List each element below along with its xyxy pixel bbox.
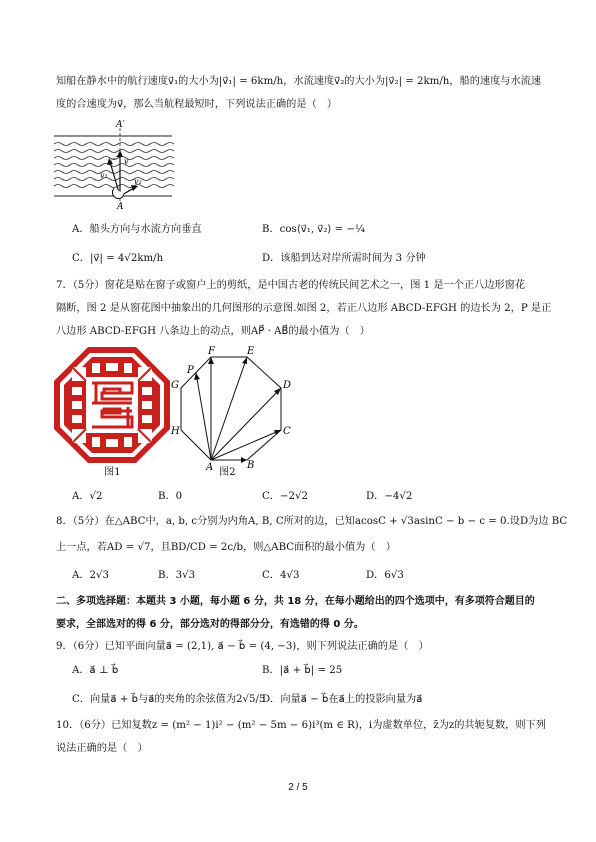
q6-option-b: B．cos⟨v⃗₁, v⃗₂⟩ = −¼ [262, 224, 365, 235]
q8-option-c: C．4√3 [262, 570, 300, 581]
section2-heading-line-2: 要求，全部选对的得 6 分，部分选对的得部分分，有选错的得 0 分。 [56, 619, 364, 630]
vertex-c: C [283, 426, 291, 437]
vertex-b: B [247, 460, 255, 471]
section2-heading-line-1: 二、多项选择题：本题共 3 小题，每小题 6 分，共 18 分，在每小题给出的四个选项中，有多项符合题目的 [56, 596, 535, 607]
window-flower-figure [50, 345, 174, 471]
page-number: 2 / 5 [288, 782, 308, 793]
q10-stem-line-2: 说法正确的是（ ） [56, 743, 148, 754]
q9-option-a: A．a⃗ ⊥ b⃗ [72, 665, 119, 676]
q7-option-d: D．−4√2 [366, 491, 413, 502]
river-label-v2: v₂ [134, 177, 142, 186]
q9-option-b: B．|a⃗ + b⃗| = 25 [262, 665, 343, 676]
point-p: P [187, 365, 194, 376]
river-label-v1: v₁ [100, 171, 108, 180]
octagon-figure [168, 342, 298, 472]
q6-option-c: C．|v⃗| = 4√2km/h [72, 253, 164, 264]
vertex-h: H [171, 426, 180, 437]
q6-option-d: D．该船到达对岸所需时间为 3 分钟 [262, 253, 426, 264]
vertex-e: E [247, 346, 255, 357]
q7-stem-line-1: 7．（5分）窗花是贴在窗子或窗户上的剪纸，是中国古老的传统民间艺术之一，图 1 是一个正八边形窗花 [56, 280, 526, 291]
river-label-v: v [124, 157, 129, 166]
fig1-caption: 图1 [104, 467, 121, 478]
q9-option-d: D．向量a⃗ − b⃗在a⃗上的投影向量为a⃗ [262, 694, 423, 705]
q8-stem-line-2: 上一点，若AD = √7，且BD/CD = 2c/b，则△ABC面积的最小值为（ ） [56, 542, 396, 553]
vertex-a: A [206, 462, 214, 472]
q6-stem-line-1: 知船在静水中的航行速度v⃗₁的大小为|v⃗₁| = 6km/h，水流速度v⃗₂的大小为|v⃗₂| = 2km/h，船的速度与水流速 [56, 76, 542, 87]
fig2-caption: 图2 [219, 467, 236, 478]
q8-option-d: D．6√3 [366, 570, 404, 581]
river-figure [50, 118, 180, 210]
q7-option-a: A．√2 [72, 491, 103, 502]
vertex-d: D [283, 380, 292, 391]
vertex-g: G [171, 380, 179, 391]
q9-option-c: C．向量a⃗ + b⃗与a⃗的夹角的余弦值为2√5/5 [72, 694, 266, 705]
q6-option-a: A．船头方向与水流方向垂直 [72, 224, 202, 235]
q8-option-b: B．3√3 [158, 570, 196, 581]
q7-stem-line-3: 八边形 ABCD-EFGH 八条边上的动点，则AP⃗ · AB⃗的最小值为（ ） [56, 326, 370, 337]
river-label-top: A′ [116, 120, 125, 130]
vertex-f: F [208, 346, 215, 357]
q8-stem-line-1: 8．（5分）在△ABC中，a, b, c分别为内角A, B, C所对的边，已知acosC + √3asinC − b − c = 0.设D为边 BC [56, 516, 568, 527]
q7-option-c: C．−2√2 [262, 491, 308, 502]
river-label-bottom: A [117, 202, 124, 210]
q10-stem-line-1: 10．（6分）已知复数z = (m² − 1)i² − (m² − 5m − 6)i³(m ∈ R)，i为虚数单位，z̄为z的共轭复数，则下列 [56, 720, 546, 731]
q6-stem-line-2: 度的合速度为v⃗，那么当航程最短时，下列说法正确的是（ ） [56, 99, 338, 110]
q9-stem: 9．（6分）已知平面向量a⃗ = (2,1), a⃗ − b⃗ = (4, −3)，则下列说法正确的是（ ） [56, 641, 429, 652]
q8-option-a: A．2√3 [72, 570, 109, 581]
q7-option-b: B．0 [158, 491, 183, 502]
q7-stem-line-2: 隔断，图 2 是从窗花图中抽象出的几何图形的示意图.如图 2，若正八边形 ABCD-EFGH 的边长为 2，P 是正 [56, 303, 552, 314]
